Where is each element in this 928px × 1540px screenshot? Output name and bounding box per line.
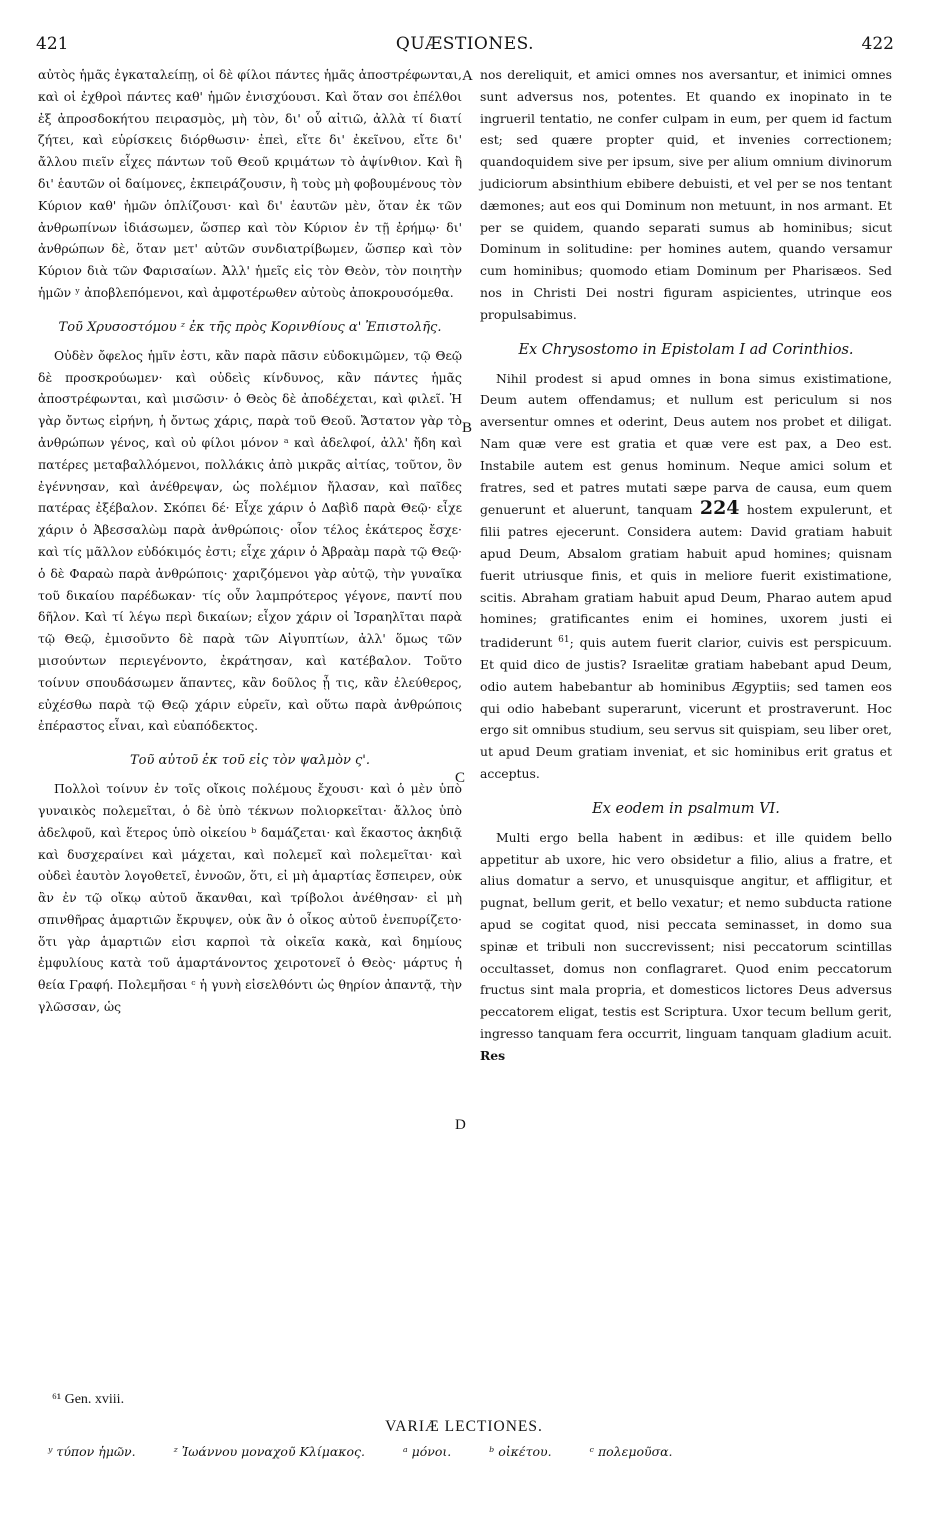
margin-mark-c: C xyxy=(455,770,466,786)
footnote-reference: 61 xyxy=(558,635,570,646)
greek-column xyxy=(38,64,462,1018)
variant-reading: ᶜ πολεμοῦσα. xyxy=(589,1444,673,1459)
greek-paragraph-3: Πολλοὶ τοίνυν ἐν τοῖς οἴκοις πολέμους ἔχουσι· καὶ ὁ μὲν ὑπὸ γυναικὸς πολεμεῖται, ὁ δὲ ὑπὸ τέκνων πολιορκεῖται· ἄλλος ὑπὸ ἀδελφοῦ, καὶ ἕτερος ὑπὸ οἰκείου ᵇ δαμάζεται· καὶ ἕκαστος ἀκηδιᾷ καὶ δυσχεραίνει καὶ μάχεται, καὶ πολεμεῖ καὶ πολεμεῖται· καὶ οὐδεὶ ἑαυτὸν λογοθετεῖ, ἐννοῶν, ὅτι, εἰ μὴ ἁμαρτίας ἔσπειρεν, οὐκ ἂν ἐν τῷ οἴκῳ αὐτοῦ ἄκανθαι, καὶ τρίβολοι ἀνέθησαν· εἰ μὴ σπινθῆρας ἁμαρτιῶν ἔκρυψεν, οὐκ ἂν ὁ οἶκος αὐτοῦ ἐνεπυρίζετο· ὅτι γὰρ ἁμαρτιῶν εἰσι καρποὶ τὰ οἰκεῖα κακὰ, καὶ δημίους ἐμφυλίους κατὰ τοῦ ἁμαρτάνοντος χειροτονεῖ ὁ Θεὸς· μάρτυς ἡ θεία Γραφή. Πολεμῆσαι ᶜ ἡ γυνὴ εἰσελθόντι ὡς θηρίον ἀπαντᾷ, τὴν γλῶσσαν, ὡς xyxy=(38,781,462,1015)
margin-mark-b: B xyxy=(462,420,473,436)
greek-heading-psalm: Τοῦ αὐτοῦ ἐκ τοῦ εἰς τὸν ψαλμὸν ς'. xyxy=(129,753,370,769)
latin-paragraph-3-end: Res xyxy=(480,1047,506,1063)
latin-paragraph-2-part-a: Nihil prodest si apud omnes in bona simus existimatione, Deum autem offendamus; et nullum est periculum si nos aversentur omnes et oderint, Deus autem nos probet et diligat. Nam quæ vere est gratia et quæ vere est pax, a Deo est. Instabile autem est genus hominum. Neque amici solum et fratres, sed et patres mutati sæpe parva de causa, eum quem genuerunt et aluerunt, tanquam xyxy=(480,370,892,518)
greek-heading-chrysostom: Τοῦ Χρυσοστόμου ᶻ ἐκ τῆς πρὸς Κορινθίους α' Ἐπιστολῆς. xyxy=(58,319,442,335)
variant-reading: ᵃ μόνοι. xyxy=(402,1444,452,1459)
greek-paragraph-2: Οὐδὲν ὄφελος ἡμῖν ἐστι, κἂν παρὰ πᾶσιν εὐδοκιμῶμεν, τῷ Θεῷ δὲ προσκρούωμεν· καὶ οὐδεὶς κίνδυνος, κἂν πάντες ἡμᾶς ἀποστρέφωνται, καὶ μισῶσιν· ὁ Θεὸς δὲ ἀποδέχεται, καὶ φιλεῖ. Ἡ γὰρ ὄντως εἰρήνη, ἡ ὄντως χάρις, παρὰ τοῦ Θεοῦ. Ἄστατον γὰρ τὸ ἀνθρώπων γένος, καὶ οὐ φίλοι μόνον ᵃ καὶ ἀδελφοί, ἀλλ' ἤδη καὶ πατέρες μεταβαλλόμενοι, πολλάκις ἀπὸ μικρᾶς αἰτίας, τοῦτον, ὃν ἐγέννησαν, καὶ ἀνέθρεψαν, ὡς πολέμιον ἤλασαν, καὶ παῖδες πατέρας ἐξέβαλον. Σκόπει δέ· Εἶχε χάριν ὁ Δαβὶδ παρὰ Θεῷ· εἶχε χάριν ὁ Ἀβεσσαλὼμ παρὰ ἀνθρώποις· οἷον τέλος ἑκάτερος ἔσχε· καὶ τίς μᾶλλον εὐδόκιμός ἐστι; εἶχε χάριν ὁ Ἀβραὰμ παρὰ τῷ Θεῷ· ὁ δὲ Φαραὼ παρὰ ἀνθρώποις· χαριζόμενοι γὰρ αὐτῷ, τὴν γυναῖκα τοῦ δικαίου παρέδωκαν· τίς οὖν λαμπρότερος γέγονε, παντί που δῆλον. Καὶ τί λέγω περὶ δικαίων; εἶχον χάριν οἱ Ἰσραηλῖται παρὰ τῷ Θεῷ, ἐμισοῦντο δὲ παρὰ τῶν Αἰγυπτίων, ἀλλ' ὅμως τῶν μισούντων περιεγένοντο, ἐκράτησαν, καὶ κατέβαλον. Τοῦτο τοίνυν σπουδάσωμεν ἅπαντες, κἂν δοῦλος ᾖ τις, κἂν ἐλεύθερος, εὐχέσθω παρὰ τῷ Θεῷ χάριν εὑρεῖν, καὶ οὕτω παρὰ ἀνθρώποις ἐπέραστος εἶναι, καὶ εὐαπόδεκτος. xyxy=(38,347,462,734)
latin-paragraph-2 xyxy=(480,368,892,785)
page-title: QUÆSTIONES. xyxy=(395,34,535,54)
latin-column xyxy=(480,64,892,1067)
latin-paragraph-2-part-c: ; quis autem fuerit clarior, cuivis est perspicuum. Et quid dico de justis? Israelitæ gratiam habebant apud Deum, odio autem habebantur ab hominibus Ægyptiis; sed tamen eos qui odio habebant superarunt, vicerunt et prostraverunt. Hoc ergo sit omnibus studium, seu servus sit quispiam, seu liber oret, ut apud Deum gratiam inveniat, et sic hominibus erit gratus et acceptus. xyxy=(480,635,892,782)
variant-reading: ʸ τύπον ἡμῶν. xyxy=(48,1444,136,1459)
latin-heading-psalm: Ex eodem in psalmum VI. xyxy=(592,800,780,817)
greek-paragraph-1: αὐτὸς ἡμᾶς ἐγκαταλείπῃ, οἱ δὲ φίλοι πάντες ἡμᾶς ἀποστρέφωνται, καὶ οἱ ἐχθροὶ πάντες καθ' ἡμῶν ἐνισχύουσι. Καὶ ὅταν σοι ἐπέλθοι ἐξ ἀπροσδοκήτου πειρασμὸς, μὴ τὸν, δι' οὗ αἰτιῶ, ἀλλὰ τί διατί ζήτει, καὶ εὑρίσκεις διόρθωσιν· ἐπεὶ, εἴτε δι' ἐκεῖνου, εἴτε δι' ἄλλου πιεῖν εἶχες πάντων τοῦ Θεοῦ κριμάτων τὸ ἀψίνθιον. Καὶ ἢ δι' ἑαυτῶν οἱ δαίμονες, ἐκπειράζουσιν, ἢ τοὺς μὴ φοβουμένους τὸν Κύριον καθ' ἡμῶν ὁπλίζουσι· καὶ δι' ἑαυτῶν μὲν, ὅταν ἐκ τῶν ἀνθρωπίνων ἰδιάσωμεν, ὥσπερ καὶ τὸν Κύριον ἐν τῇ ἐρήμῳ· δι' ἀνθρώπων δὲ, ὅταν μετ' αὐτῶν συνδιατρίβωμεν, ὥσπερ καὶ τὸν Κύριον διὰ τῶν Φαρισαίων. Ἀλλ' ἡμεῖς εἰς τὸν Θεὸν, τὸν ποιητὴν ἡμῶν ʸ ἀποβλεπόμενοι, καὶ ἀμφοτέρωθεν αὐτοὺς ἀποκρουσόμεθα. xyxy=(38,67,462,300)
latin-paragraph-3 xyxy=(480,827,892,1067)
variae-lectiones-title: VARIÆ LECTIONES. xyxy=(385,1418,543,1435)
latin-heading-chrysostom: Ex Chrysostomo in Epistolam I ad Corinthios. xyxy=(518,341,854,358)
page-header xyxy=(36,34,894,58)
variant-reading: ᶻ Ἰωάννου μοναχοῦ Κλίμακος. xyxy=(173,1444,365,1459)
page-number-left: 421 xyxy=(36,34,69,54)
column-number: 224 xyxy=(699,497,740,520)
latin-paragraph-2-part-b: hostem expulerunt, et filii patres ejecerunt. Considera autem: David gratiam habuit apud Deum, Absalom gratiam habuit apud homines; quisnam fuerit utriusque finis, et quis in meliore fuerit existimatione, scitis. Abraham gratiam habuit apud Deum, Pharao autem apud homines; gratificantes enim ei homines, uxorem justi ei tradiderunt xyxy=(480,502,892,651)
margin-mark-d: D xyxy=(455,1117,466,1133)
footnote: ⁶¹ Gen. xviii. xyxy=(52,1392,125,1407)
page-number-right: 422 xyxy=(861,34,894,54)
latin-paragraph-3-text: Multi ergo bella habent in ædibus: et ille quidem bello appetitur ab uxore, hic vero obsidetur a filio, alius a fratre, et alius domatur a servo, et unusquisque angitur, et affligitur, et pugnat, bellum gerit, et bello vexatur; et nemo subducta ratione apud se cogitat quod, nisi peccata seminasset, in domo sua spinæ et tribuli non succrevissent; nisi peccatorum scintillas occultasset, domus non conflagraret. Quod enim peccatorum fructus sint mala propria, et domesticos lictores Deus adversus peccatorem eligat, testis est Scriptura. Uxor tecum bellum gerit, ingresso tanquam fera occurrit, linguam tanquam gladium acuit. xyxy=(480,829,892,1041)
variae-lectiones-list xyxy=(48,1444,898,1459)
latin-paragraph-1: nos dereliquit, et amici omnes nos aversantur, et inimici omnes sunt adversus nos, potentes. Et quando ex inopinato in te ingrueril tentatio, ne confer culpam in eum, per quem id factum est; sed quære propter quid, et invenies correctionem; quandoquidem sive per ipsum, sive per alium omnium divinorum judiciorum absinthium ebibere debuisti, et vel per se nos tentant dæmones; aut eos qui Dominum non metuunt, in nos armant. Et per se quidem, quando separati sumus ab hominibus; sicut Dominum in solitudine: per homines autem, quando versamur cum hominibus; quomodo etiam Dominum per Pharisæos. Sed nos in Christi Dei nostri figuram aspicientes, utrinque eos propulsabimus. xyxy=(480,67,892,322)
margin-mark-a: A xyxy=(462,68,473,84)
variant-reading: ᵇ οἰκέτου. xyxy=(489,1444,552,1459)
